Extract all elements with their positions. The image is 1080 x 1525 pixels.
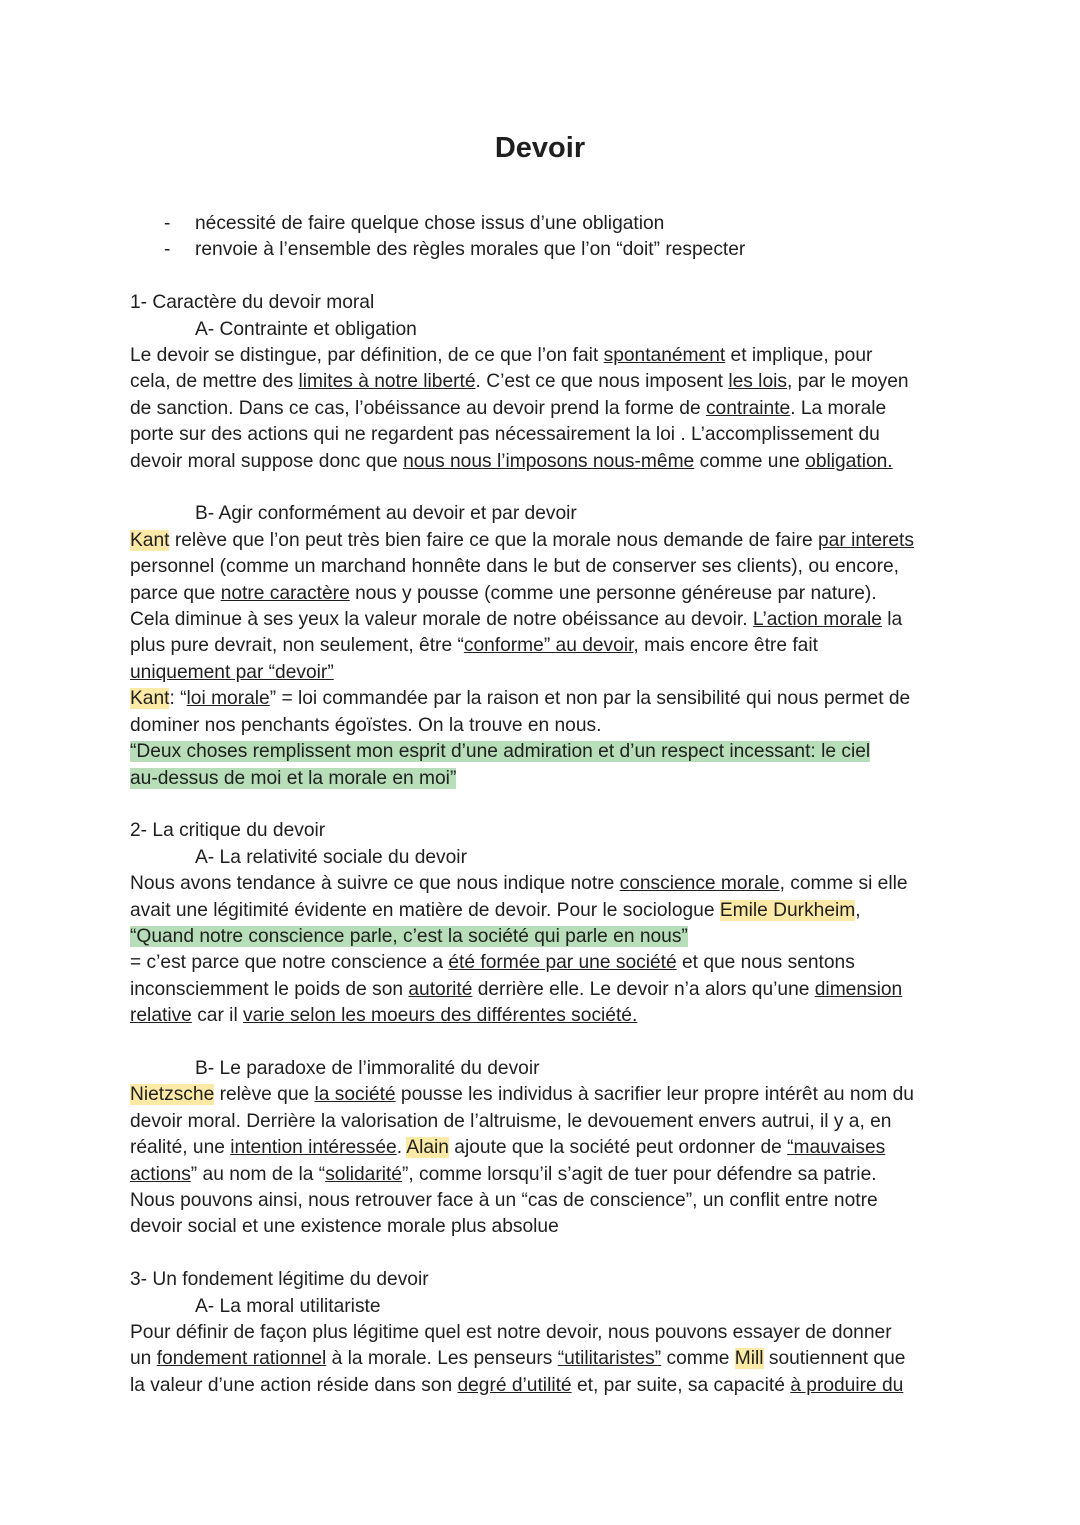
underlined-term: conscience morale [619,873,780,895]
underlined-term: à produire du [790,1374,904,1396]
underlined-term: conforme” au devoir [463,635,634,657]
underlined-term: “mauvaises [787,1137,886,1159]
paragraph-line: plus pure devrait, non seulement, être “conforme” au devoir, mais encore être fait [130,635,818,657]
quote-line [130,739,960,765]
highlighted-name: Emile Durkheim [719,899,856,921]
page-title: Devoir [494,132,586,164]
paragraph-line: = c’est parce que notre conscience a été formée par une société et que nous sentons [130,952,855,974]
paragraph-line: Kant: “loi morale” = loi commandée par la raison et non par la sensibilité qui nous permet de [130,688,911,710]
highlighted-name: Kant [130,688,170,710]
paragraph-line: relative car il varie selon les moeurs des différentes société. [130,1005,638,1027]
paragraph-line: devoir moral suppose donc que nous nous l’imposons nous-même comme une obligation. [130,450,893,472]
underlined-term: uniquement par “devoir” [130,661,334,683]
underlined-term: solidarité [325,1163,402,1185]
paragraph-line: inconsciemment le poids de son autorité derrière elle. Le devoir n’a alors qu’une dimension [130,978,903,1000]
paragraph-line: Kant relève que l’on peut très bien faire ce que la morale nous demande de faire par interets [130,529,914,551]
underlined-term: “utilitaristes” [557,1348,662,1370]
underlined-term: été formée par une société [448,952,677,974]
underlined-term: loi morale [186,688,270,710]
document-body [130,211,960,1399]
underlined-term: actions [130,1163,191,1185]
highlighted-name: Nietzsche [130,1084,215,1106]
paragraph-line: Cela diminue à ses yeux la valeur morale de notre obéissance au devoir. L’action morale la [130,609,903,631]
section-2a-heading: A- La relativité sociale du devoir [195,846,467,868]
underlined-term: spontanément [603,345,726,367]
underlined-term: la société [314,1084,396,1106]
section-2-heading: 2- La critique du devoir [130,820,326,842]
section-1b-heading: B- Agir conformément au devoir et par devoir [195,503,577,525]
definition-list [130,211,960,264]
section-3a-heading: A- La moral utilitariste [195,1295,381,1317]
section-1a-heading: A- Contrainte et obligation [195,318,417,340]
paragraph-line: cela, de mettre des limites à notre liberté. C’est ce que nous imposent les lois, par le moyen [130,371,909,393]
underlined-term: L’action morale [752,609,882,631]
underlined-term: relative [130,1005,192,1027]
paragraph-line: Nietzsche relève que la société pousse les individus à sacrifier leur propre intérêt au nom du [130,1084,914,1106]
paragraph-line: Nous pouvons ainsi, nous retrouver face à un “cas de conscience”, un conflit entre notre [130,1189,878,1211]
highlighted-quote: “Quand notre conscience parle, c’est la société qui parle en nous” [130,925,688,947]
paragraph-line: actions” au nom de la “solidarité”, comme lorsqu’il s’agit de tuer pour défendre sa patrie. [130,1163,877,1185]
highlighted-name: Mill [734,1348,764,1370]
underlined-term: les lois [728,371,787,393]
paragraph-line: Le devoir se distingue, par définition, de ce que l’on fait spontanément et implique, pour [130,345,873,367]
paragraph-line: personnel (comme un marchand honnête dans le but de conserver ses clients), ou encore, [130,556,899,578]
underlined-term: degré d’utilité [457,1374,572,1396]
list-item: - renvoie à l’ensemble des règles morales que l’on “doit” respecter [130,237,960,263]
paragraph-line: devoir moral. Derrière la valorisation de l’altruisme, le devouement envers autrui, il y a, en [130,1110,892,1132]
paragraph-line: de sanction. Dans ce cas, l’obéissance au devoir prend la forme de contrainte. La morale [130,397,887,419]
underlined-term: nous nous l’imposons nous-même [403,450,695,472]
section-3-heading: 3- Un fondement légitime du devoir [130,1269,429,1291]
paragraph-line: devoir social et une existence morale plus absolue [130,1216,559,1238]
list-item: - nécessité de faire quelque chose issus d’une obligation [130,211,960,237]
underlined-term: notre caractère [220,582,350,604]
underlined-term: autorité [408,978,473,1000]
highlighted-name: Alain [406,1137,449,1159]
section-2b-heading: B- Le paradoxe de l’immoralité du devoir [195,1057,540,1079]
paragraph-line: parce que notre caractère nous y pousse (comme une personne généreuse par nature). [130,582,877,604]
quote-line [130,766,960,792]
paragraph-line: porte sur des actions qui ne regardent pas nécessairement la loi . L’accomplissement du [130,424,880,446]
paragraph-line: réalité, une intention intéressée. Alain ajoute que la société peut ordonner de “mauvaises [130,1137,886,1159]
section-1-heading: 1- Caractère du devoir moral [130,292,375,314]
underlined-term: dimension [814,978,903,1000]
quote-line [130,924,960,950]
underlined-term: obligation. [805,450,893,472]
underlined-term: limites à notre liberté [298,371,476,393]
paragraph-line: un fondement rationnel à la morale. Les penseurs “utilitaristes” comme Mill soutiennent que [130,1348,906,1370]
paragraph-line: dominer nos penchants égoïstes. On la trouve en nous. [130,714,602,736]
highlighted-name: Kant [130,529,170,551]
paragraph-line: la valeur d’une action réside dans son degré d’utilité et, par suite, sa capacité à produire du [130,1374,904,1396]
underlined-term: par interets [818,529,914,551]
highlighted-quote: “Deux choses remplissent mon esprit d’une admiration et d’un respect incessant: le ciel [130,741,871,763]
underlined-term: contrainte [705,397,791,419]
paragraph-line [130,660,960,686]
paragraph-line: Pour définir de façon plus légitime quel est notre devoir, nous pouvons essayer de donner [130,1321,892,1343]
paragraph-line: Nous avons tendance à suivre ce que nous indique notre conscience morale, comme si elle [130,873,908,895]
highlighted-quote: au-dessus de moi et la morale en moi” [130,767,457,789]
underlined-term: varie selon les moeurs des différentes société. [243,1005,638,1027]
underlined-term: intention intéressée [230,1137,397,1159]
paragraph-line: avait une légitimité évidente en matière de devoir. Pour le sociologue Emile Durkheim, [130,899,861,921]
underlined-term: fondement rationnel [156,1348,327,1370]
